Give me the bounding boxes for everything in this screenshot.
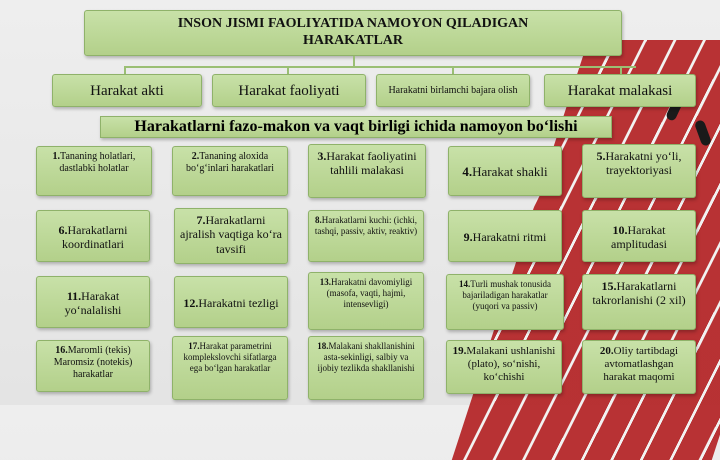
item-text: Harakat shakli <box>472 164 548 180</box>
item-number: 11. <box>66 288 82 303</box>
connector <box>452 66 454 74</box>
item-number: 14. <box>459 279 471 289</box>
item-number: 12. <box>183 295 199 310</box>
grid-item-20 <box>582 340 696 394</box>
item-number: 19. <box>452 345 467 357</box>
grid-item-4 <box>448 146 562 196</box>
grid-item-19 <box>446 340 562 394</box>
item-text: Harakat yo‘nalalishi <box>64 288 122 317</box>
item-text: Harakat faoliyatini tahlili malakasi <box>326 149 417 178</box>
item-text: Harakatni yo‘li, trayektoriyasi <box>605 149 682 178</box>
item-number: 4. <box>462 164 473 180</box>
item-number: 9. <box>463 229 473 244</box>
connector <box>124 66 636 68</box>
grid-item-13 <box>308 272 424 330</box>
item-text: Harakat parametrini komplekslovchi sifatlarga ega bo‘lgan harakatlar <box>183 341 277 373</box>
item-number: 3. <box>317 149 327 163</box>
item-number: 2. <box>191 151 200 162</box>
grid-item-17 <box>172 336 288 400</box>
grid-item-9 <box>448 210 562 262</box>
category-harakat-akti: Harakat akti <box>52 74 202 107</box>
item-text: Oliy tartibdagi avtomatlashgan harakat maqomi <box>603 345 679 384</box>
item-text: Harakatni tezligi <box>198 295 279 310</box>
grid-item-16 <box>36 340 150 392</box>
grid-item-14 <box>446 274 564 330</box>
item-number: 15. <box>601 279 617 293</box>
item-text: Malakani shakllanishini asta-sekinligi, salbiy va ijobiy tezlikda shakllanishi <box>317 341 415 373</box>
grid-item-2 <box>172 146 288 196</box>
item-number: 6. <box>58 222 68 237</box>
item-text: Tananing aloxida bo‘g‘inlari harakatlari <box>185 151 274 174</box>
item-text: Harakatni ritmi <box>472 229 547 244</box>
grid-item-5 <box>582 144 696 198</box>
item-text: Harakatni davomiyligi (masofa, vaqti, hajmi, intensevligi) <box>326 277 413 309</box>
connector <box>620 66 622 74</box>
item-number: 5. <box>596 149 606 163</box>
grid-item-1 <box>36 146 152 196</box>
section-banner: Harakatlarni fazo-makon va vaqt birligi ichida namoyon bo‘lishi <box>100 116 612 138</box>
grid-item-7 <box>174 208 288 264</box>
item-text: Harakat amplitudasi <box>611 222 667 251</box>
grid-item-10 <box>582 210 696 262</box>
grid-item-8 <box>308 210 424 262</box>
connector <box>287 66 289 74</box>
grid-item-12 <box>174 276 288 328</box>
category-birlamchi-bajara-olish: Harakatni birlamchi bajara olish <box>376 74 530 107</box>
grid-item-11 <box>36 276 150 328</box>
connector <box>124 66 126 74</box>
item-number: 18. <box>317 341 329 351</box>
item-number: 7. <box>196 213 206 227</box>
grid-item-6 <box>36 210 150 262</box>
item-number: 1. <box>52 151 61 162</box>
item-text: Harakatlarni ajralish vaqtiga ko‘ra tavsifi <box>180 213 282 256</box>
category-harakat-malakasi: Harakat malakasi <box>544 74 696 107</box>
item-text: Tananing holatlari, dastlabki holatlar <box>59 151 136 174</box>
item-text: Maromli (tekis) Maromsiz (notekis) harakatlar <box>53 345 133 380</box>
item-text: Harakatlarni koordinatlari <box>62 222 128 251</box>
item-text: Harakatlarni kuchi: (ichki, tashqi, passiv, aktiv, reaktiv) <box>314 215 418 236</box>
diagram-title <box>84 10 622 56</box>
item-text: Malakani ushlanishi (plato), so‘nishi, ko‘chishi <box>466 345 556 384</box>
grid-item-18 <box>308 336 424 400</box>
item-number: 20. <box>599 345 614 357</box>
grid-item-3 <box>308 144 426 198</box>
item-text: Harakatlarni takrorlanishi (2 xil) <box>592 279 686 308</box>
grid-item-15 <box>582 274 696 330</box>
item-number: 10. <box>612 222 628 237</box>
title-line-1: INSON JISMI FAOLIYATIDA NAMOYON QILADIGAN <box>177 16 529 32</box>
item-number: 16. <box>55 345 68 356</box>
category-harakat-faoliyati: Harakat faoliyati <box>212 74 366 107</box>
item-number: 8. <box>315 215 322 225</box>
title-line-2: HARAKATLAR <box>302 33 404 48</box>
item-text: Turli mushak tonusida bajariladigan harakatlar (yuqori va passiv) <box>462 279 551 311</box>
item-number: 17. <box>188 341 200 351</box>
item-number: 13. <box>319 277 331 287</box>
